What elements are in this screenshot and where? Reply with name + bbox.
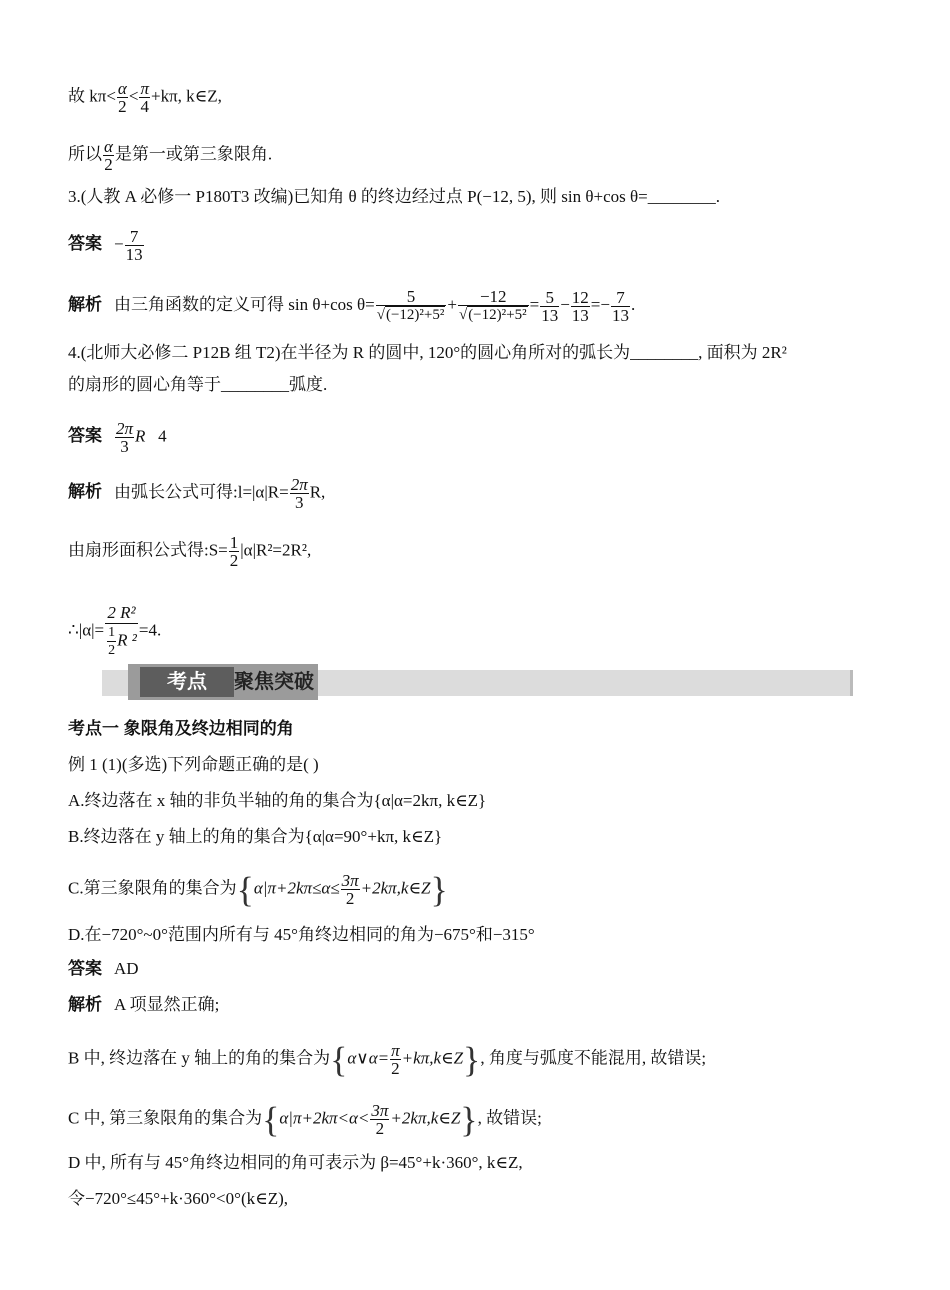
question-4-line-1: 4.(北师大必修二 P12B 组 T2)在半径为 R 的圆中, 120°的圆心角所对的弧长为________, 面积为 2R² (68, 343, 787, 362)
quadrant-line: 所以 $\frac{\alpha}{2}$ 是第一或第三象限角. (68, 137, 273, 174)
banner-title: 聚焦突破 (234, 671, 314, 693)
text: +kπ, k∈Z, (150, 86, 222, 106)
compound-fraction: 2 R² $\frac{1}{2}$ R ² (105, 604, 138, 659)
example-1-stem: 例 1 (1)(多选)下列命题正确的是( ) (68, 755, 319, 774)
option-c: C.第三象限角的集合为{α|π+2kπ≤α≤ $\frac{3\pi}{2}$ +2kπ,k∈Z} (68, 869, 448, 910)
solution-1-d-line-2: 令−720°≤45°+k·360°<0°(k∈Z), (68, 1189, 288, 1208)
fraction: $\frac{5}{13}$ (541, 287, 559, 325)
solution-3: 解析 由三角函数的定义可得 sin θ+cos θ= $\frac{5}{\text{√(−12)²+5²}}$ + $\frac{-12}{\text{√(−12)²+5²}}$ = $\frac{5}{13}$ − $\frac{12}{13}$ =− $\frac{7}{13}$ . (68, 287, 636, 325)
solution-4-arc: 解析 由弧长公式可得:l=|α|R= $\frac{2\pi}{3}$ R, (68, 475, 326, 512)
answer-label: 答案 (68, 959, 102, 978)
conclusion-line (68, 80, 222, 115)
fraction: $\frac{1}{2}$ (229, 533, 239, 570)
banner-tag: 考点 (140, 667, 234, 697)
section-banner (102, 664, 850, 700)
fraction: $\frac{2\pi}{3}$ (116, 419, 134, 456)
option-a: A.终边落在 x 轴的非负半轴的角的集合为{α|α=2kπ, k∈Z} (68, 791, 487, 810)
solution-label: 解析 (68, 294, 102, 314)
solution-1-a: 解析 A 项显然正确; (68, 995, 220, 1014)
fraction: $\frac{5}{\text{√(−12)²+5²}}$ (376, 287, 445, 323)
fraction: $\frac{2\pi}{3}$ (290, 475, 308, 512)
question-3: 3.(人教 A 必修一 P180T3 改编)已知角 θ 的终边经过点 P(−12, 5), 则 sin θ+cos θ=________. (68, 187, 720, 206)
option-d: D.在−720°~0°范围内所有与 45°角终边相同的角为−675°和−315° (68, 925, 535, 944)
fraction: $\frac{7}{13}$ (611, 287, 629, 325)
question-4-line-2: 的扇形的圆心角等于________弧度. (68, 375, 328, 394)
section-heading: 考点一 象限角及终边相同的角 (68, 719, 294, 738)
answer-label: 答案 (68, 234, 102, 254)
solution-4-area: 由扇形面积公式得:S= $\frac{1}{2}$ |α|R²=2R², (68, 533, 312, 570)
fraction: $\frac{3\pi}{2}$ (341, 871, 359, 908)
fraction: $\frac{\alpha}{2}$ (117, 79, 127, 116)
text: 故 kπ< (68, 86, 116, 106)
fraction: $\frac{12}{13}$ (571, 287, 589, 325)
fraction: $\frac{3\pi}{2}$ (371, 1101, 389, 1138)
answer-4: 答案 $\frac{2\pi}{3}$ R 4 (68, 419, 167, 456)
answer-1: 答案 AD (68, 959, 139, 978)
answer-label: 答案 (68, 426, 102, 446)
solution-1-b: B 中, 终边落在 y 轴上的角的集合为{α∨α= $\frac{\pi}{2}$ +kπ,k∈Z}, 角度与弧度不能混用, 故错误; (68, 1039, 707, 1080)
fraction: $\frac{\pi}{2}$ (391, 1041, 400, 1078)
solution-4-result: ∴|α|= 2 R² $\frac{1}{2}$ R ² =4. (68, 603, 162, 658)
solution-1-c: C 中, 第三象限角的集合为{α|π+2kπ<α< $\frac{3\pi}{2}$ +2kπ,k∈Z}, 故错误; (68, 1099, 542, 1140)
fraction: $\frac{\pi}{4}$ (140, 79, 149, 116)
answer-3: 答案 − $\frac{7}{13}$ (68, 227, 143, 264)
solution-label: 解析 (68, 995, 102, 1014)
fraction: $\frac{7}{13}$ (125, 227, 143, 264)
text: < (128, 86, 139, 106)
option-b: B.终边落在 y 轴上的角的集合为{α|α=90°+kπ, k∈Z} (68, 827, 443, 846)
solution-1-d-line-1: D 中, 所有与 45°角终边相同的角可表示为 β=45°+k·360°, k∈Z, (68, 1153, 523, 1172)
solution-label: 解析 (68, 482, 102, 502)
fraction: $\frac{\alpha}{2}$ (104, 137, 113, 174)
fraction: $\frac{-12}{\text{√(−12)²+5²}}$ (458, 287, 527, 323)
